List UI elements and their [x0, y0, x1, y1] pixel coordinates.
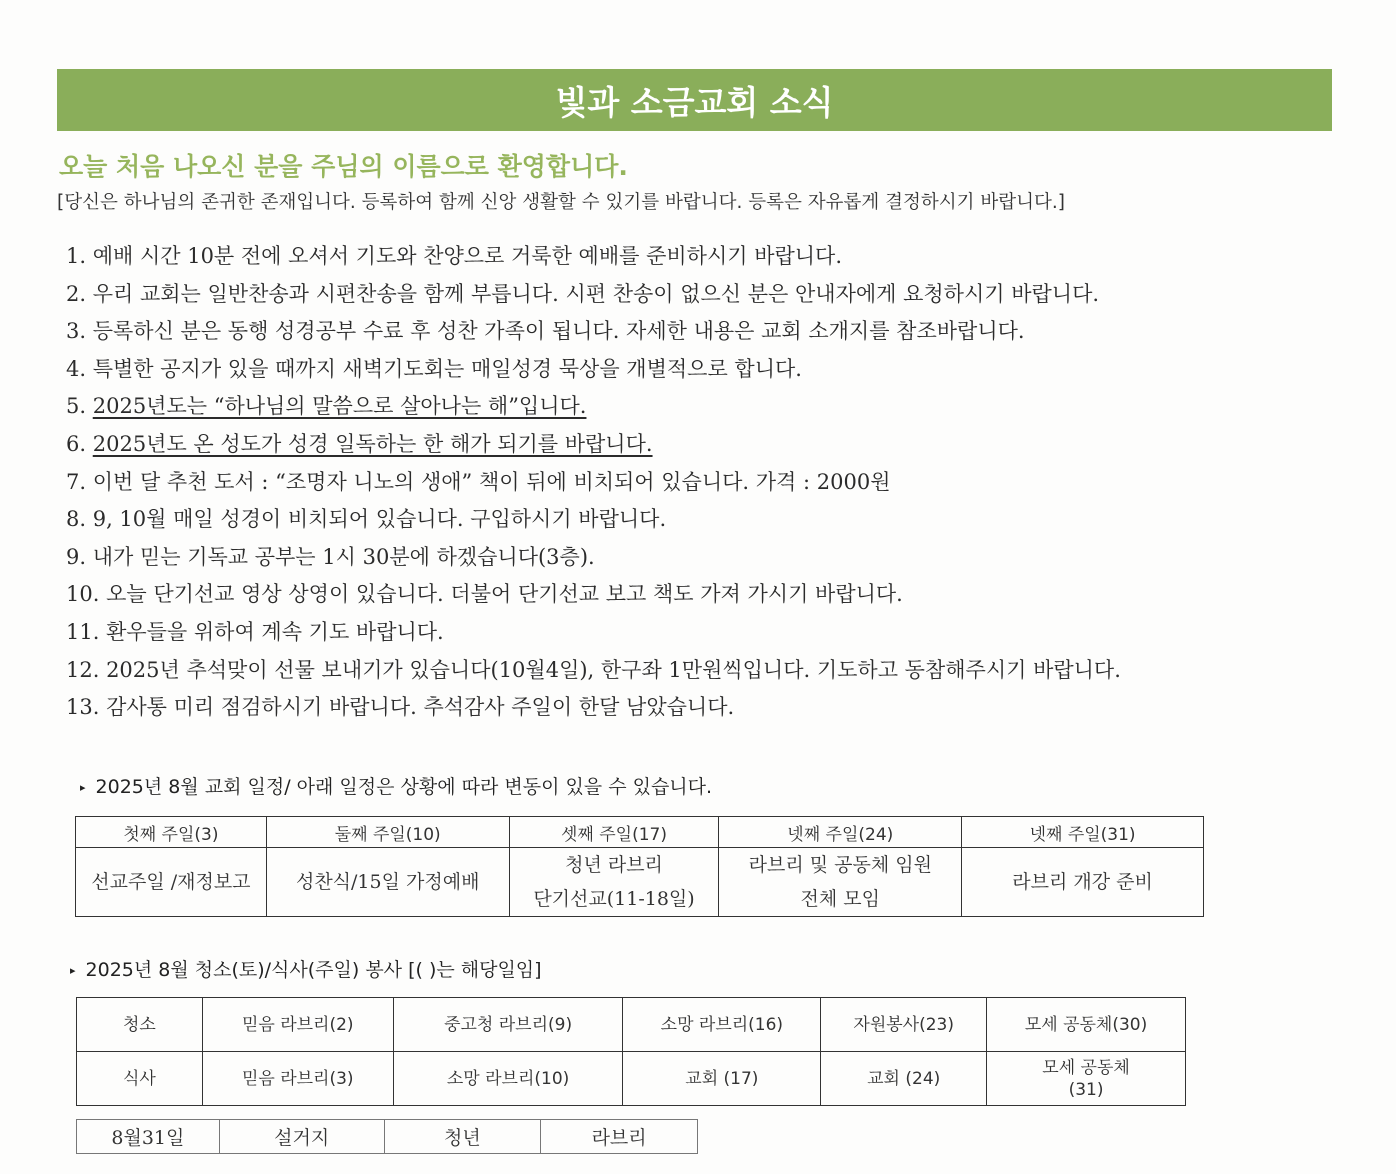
table-cell: 소망 라브리(10)	[393, 1052, 623, 1106]
notice-item: 9. 내가 믿는 기독교 공부는 1시 30분에 하겠습니다(3층).	[66, 544, 595, 569]
table-header-cell: 넷째 주일(24)	[719, 817, 962, 848]
table-cell: 믿음 라브리(2)	[202, 998, 393, 1052]
cell-text: 청년 라브리	[565, 854, 663, 876]
cell-text: 단기선교(11-18일)	[533, 888, 695, 910]
notice-number: 5.	[66, 394, 87, 419]
table-cell	[719, 848, 962, 917]
notice-item: 7. 이번 달 추천 도서 : “조명자 니노의 생애” 책이 뒤에 비치되어 있습니다. 가격 : 2000원	[66, 469, 891, 494]
notice-item-underlined	[66, 426, 1121, 464]
table-cell: 식사	[77, 1052, 203, 1106]
schedule-title-text: 2025년 8월 교회 일정/ 아래 일정은 상황에 따라 변동이 있을 수 있습니다.	[95, 776, 713, 798]
notice-list	[66, 238, 1121, 727]
bullet-icon: ▸	[70, 964, 76, 977]
cell-text: 전체 모임	[800, 888, 881, 910]
bullet-icon: ▸	[80, 781, 86, 794]
church-schedule-table	[75, 816, 1204, 917]
table-cell: 청년	[384, 1120, 541, 1154]
table-header-cell: 넷째 주일(31)	[962, 817, 1204, 848]
table-cell: 모세 공동체(30)	[987, 998, 1186, 1052]
cell-text: 선교주일 /재정보고	[91, 871, 251, 893]
cell-text: 라브리 개강 준비	[1012, 871, 1153, 893]
table-cell	[266, 848, 509, 917]
table-cell: 자원봉사(23)	[821, 998, 987, 1052]
bulletin-title: 빛과 소금교회 소식	[555, 82, 834, 122]
notice-item: 2. 우리 교회는 일반찬송과 시편찬송을 함께 부릅니다. 시편 찬송이 없으신 분은 안내자에게 요청하시기 바랍니다.	[66, 281, 1100, 306]
cell-text: 성찬식/15일 가정예배	[295, 871, 480, 893]
table-header-cell: 셋째 주일(17)	[509, 817, 719, 848]
service-duty-table	[76, 997, 1186, 1106]
notice-item: 4. 특별한 공지가 있을 때까지 새벽기도회는 매일성경 묵상을 개별적으로 합니다.	[66, 356, 802, 381]
welcome-headline: 오늘 처음 나오신 분을 주님의 이름으로 환영합니다.	[59, 152, 628, 181]
schedule-section-title	[80, 772, 712, 799]
table-cell: 설거지	[219, 1120, 384, 1154]
notice-text-underlined: 2025년도 온 성도가 성경 일독하는 한 해가 되기를 바랍니다.	[92, 431, 653, 456]
cell-text: 라브리 및 공동체 임원	[748, 854, 932, 876]
notice-item: 12. 2025년 추석맞이 선물 보내기가 있습니다(10월4일), 한구좌 1만원씩입니다. 기도하고 동참해주시기 바랍니다.	[66, 657, 1121, 682]
table-cell	[509, 848, 719, 917]
dishwashing-table	[76, 1119, 698, 1154]
table-row	[77, 998, 1186, 1052]
table-cell: 8월31일	[77, 1120, 220, 1154]
notice-item-underlined	[66, 388, 1121, 426]
notice-item: 11. 환우들을 위하여 계속 기도 바랍니다.	[66, 619, 444, 644]
notice-item: 3. 등록하신 분은 동행 성경공부 수료 후 성찬 가족이 됩니다. 자세한 내용은 교회 소개지를 참조바랍니다.	[66, 319, 1025, 344]
notice-item: 1. 예배 시간 10분 전에 오셔서 기도와 찬양으로 거룩한 예배를 준비하시기 바랍니다.	[66, 244, 843, 268]
table-cell	[962, 848, 1204, 917]
table-header-cell: 첫째 주일(3)	[76, 817, 267, 848]
table-row	[77, 1120, 698, 1154]
bulletin-title-banner	[57, 69, 1332, 131]
notice-number: 6.	[66, 431, 87, 456]
table-header-cell: 둘째 주일(10)	[266, 817, 509, 848]
table-row	[76, 848, 1204, 917]
notice-item: 10. 오늘 단기선교 영상 상영이 있습니다. 더불어 단기선교 보고 책도 가져 가시기 바랍니다.	[66, 582, 903, 607]
service-section-title	[70, 955, 542, 982]
welcome-subtext: [당신은 하나님의 존귀한 존재입니다. 등록하여 함께 신앙 생활할 수 있기를 바랍니다. 등록은 자유롭게 결정하시기 바랍니다.]	[57, 192, 1065, 213]
table-cell: 믿음 라브리(3)	[202, 1052, 393, 1106]
table-cell: 교회 (24)	[821, 1052, 987, 1106]
notice-item: 8. 9, 10월 매일 성경이 비치되어 있습니다. 구입하시기 바랍니다.	[66, 507, 667, 532]
table-cell: 소망 라브리(16)	[623, 998, 821, 1052]
notice-item: 13. 감사통 미리 점검하시기 바랍니다. 추석감사 주일이 한달 남았습니다.	[66, 695, 735, 720]
table-row	[77, 1052, 1186, 1106]
table-header-row	[76, 817, 1204, 848]
table-cell: 중고청 라브리(9)	[393, 998, 623, 1052]
table-cell	[76, 848, 267, 917]
table-cell: 청소	[77, 998, 203, 1052]
service-title-text: 2025년 8월 청소(토)/식사(주일) 봉사 [( )는 해당일임]	[85, 959, 542, 981]
table-cell: 모세 공동체 (31)	[987, 1052, 1186, 1106]
notice-text-underlined: 2025년도는 “하나님의 말씀으로 살아나는 해”입니다.	[92, 394, 587, 419]
table-cell: 라브리	[541, 1120, 698, 1154]
table-cell: 교회 (17)	[623, 1052, 821, 1106]
